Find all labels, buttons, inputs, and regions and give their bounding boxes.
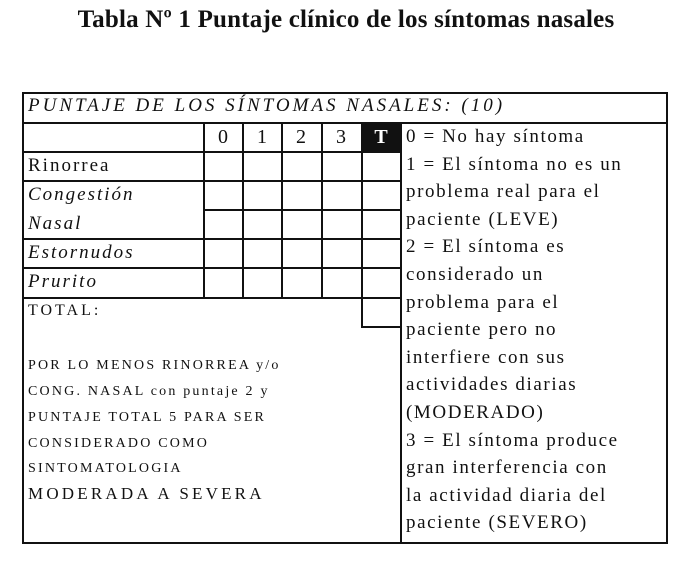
row-label-prurito: Prurito [28, 271, 98, 292]
legend-line: 0 = No hay síntoma [406, 126, 585, 147]
legend-line: gran interferencia con [406, 457, 608, 479]
divider [22, 180, 400, 182]
divider [400, 122, 402, 544]
row-label-rinorrea: Rinorrea [28, 155, 111, 176]
column-header-0: 0 [218, 126, 228, 148]
row-label-nasal: Nasal [28, 213, 83, 234]
divider [22, 151, 400, 153]
legend-line: actividades diarias [406, 374, 578, 396]
row-label-congestion: Congestión [28, 184, 135, 205]
column-header-1: 1 [257, 126, 267, 148]
legend-line: 2 = El síntoma es [406, 236, 566, 258]
column-header-2: 2 [296, 126, 306, 148]
divider [22, 297, 400, 299]
legend-line: problema real para el [406, 181, 601, 203]
divider [22, 238, 400, 240]
note-emphasis: MODERADA A SEVERA [28, 484, 265, 503]
note-line: CONG. NASAL con puntaje 2 y [28, 384, 270, 399]
legend-line: 1 = El síntoma no es un [406, 153, 623, 175]
legend-line: interfiere con sus [406, 346, 566, 368]
legend-line: paciente (LEVE) [406, 208, 560, 230]
legend-line: paciente pero no [406, 319, 558, 341]
note-line: POR LO MENOS RINORREA y/o [28, 358, 281, 373]
table-title: Tabla Nº 1 Puntaje clínico de los síntomas nasales [77, 6, 615, 33]
legend-line: considerado un [406, 264, 544, 285]
divider [203, 209, 400, 211]
note-line: SINTOMATOLOGIA [28, 461, 183, 476]
column-header-3: 3 [336, 126, 346, 148]
total-label: TOTAL: [28, 302, 102, 319]
legend-line: problema para el [406, 291, 560, 313]
legend-line: la actividad diaria del [406, 484, 607, 506]
divider [22, 267, 400, 269]
note-line: PUNTAJE TOTAL 5 PARA SER [28, 410, 267, 425]
note-line: CONSIDERADO COMO [28, 436, 210, 451]
row-label-estornudos: Estornudos [28, 242, 135, 263]
legend-line: paciente (SEVERO) [406, 512, 588, 534]
divider [361, 326, 401, 328]
legend-line: 3 = El síntoma produce [406, 429, 619, 451]
table-header: PUNTAJE DE LOS SÍNTOMAS NASALES: (10) [28, 95, 506, 116]
legend-line: (MODERADO) [406, 402, 545, 423]
column-header-total: T [362, 124, 400, 151]
